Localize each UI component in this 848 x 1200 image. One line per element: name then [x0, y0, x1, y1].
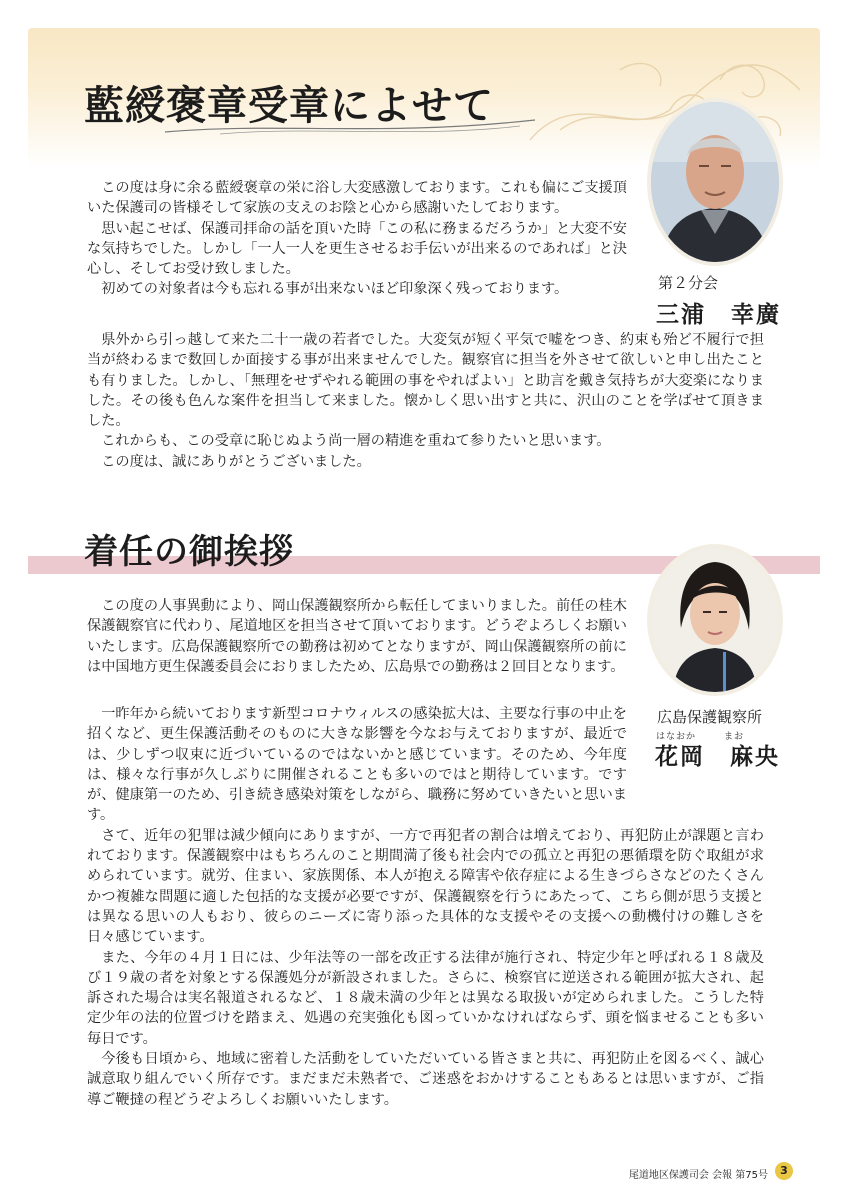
paragraph: 一昨年から続いております新型コロナウィルスの感染拡大は、主要な行事の中止を招くなど、更生保護活動そのものに大きな影響を今なお与えておりますが、最近では、少しずつ収束に近づいているのではないかと感じています。そのため、今年度は、様々な行事が久しぶりに開催されることも多いのではと期待しています。ですが、健康第一のため、引き続き感染対策をしながら、職務に努めていきたいと思います。: [87, 706, 627, 824]
section-title: 着任の御挨拶: [84, 532, 294, 572]
portrait-photo: [651, 548, 779, 692]
page-title: 藍綬褒章受章によせて: [84, 82, 494, 129]
paragraph: この度は、誠にありがとうございました。: [101, 453, 371, 470]
author-affiliation: 広島保護観察所: [657, 708, 763, 726]
portrait-photo: [651, 102, 779, 262]
article1-body-wide: [87, 330, 764, 472]
article2-body-wide: [87, 704, 764, 1110]
article1-body: [87, 178, 627, 300]
page-number-badge: 3: [775, 1162, 793, 1180]
paragraph: これからも、この受章に恥じぬよう尚一層の精進を重ねて参りたいと思います。: [101, 433, 611, 450]
article2-body: [87, 596, 627, 677]
paragraph: また、今年の４月１日には、少年法等の一部を改正する法律が施行され、特定少年と呼ばれる１８歳及び１９歳の者を対象とする保護処分が新設されました。さらに、検察官に逆送される範囲が拡大され、起訴された場合は実名報道されるなど、１８歳未満の少年とは異なる取扱いが定められました。こうした特定少年の法的位置づけを踏まえ、処遇の充実強化も図っていかなければならず、頭を悩ませることも多い毎日です。: [87, 949, 764, 1047]
author-affiliation: 第２分会: [658, 274, 719, 292]
footer-publication: 尾道地区保護司会 会報 第75号: [628, 1170, 768, 1181]
paragraph: 思い起こせば、保護司拝命の話を頂いた時「この私に務まるだろうか」と大変不安な気持ちでした。しかし「一人一人を更生させるお手伝いが出来るのであれば」と決心し、そしてお受け致しました。: [87, 220, 627, 278]
author-name: 三浦 幸廣: [656, 301, 781, 328]
paragraph: この度は身に余る藍綬褒章の栄に浴し大変感激しております。これも偏にご支援頂いた保護司の皆様そして家族の支えのお陰と心から感謝いたしております。: [87, 180, 627, 217]
paragraph: 初めての対象者は今も忘れる事が出来ないほど印象深く残っております。: [101, 281, 569, 298]
paragraph: 県外から引っ越して来た二十一歳の若者でした。大変気が短く平気で嘘をつき、約束も殆ど不履行で担当が終わるまで数回しか面接する事が出来ませんでした。観察官に担当を外させて欲しいと申し出たことも有りました。しかし、「無理をせずやれる範囲の事をやればよい」と助言を戴き気持ちが大変楽になりました。その後も色んな案件を担当して来ました。懐かしく思い出すと共に、沢山のことを学ばせて頂きました。: [87, 332, 764, 430]
paragraph: 今後も日頃から、地域に密着した活動をしていただいている皆さまと共に、再犯防止を図るべく、誠心誠意取り組んでいく所存です。まだまだ未熟者で、ご迷惑をおかけすることもあるとは思いますが、ご指導ご鞭撻の程どうぞよろしくお願いいたします。: [87, 1051, 764, 1108]
paragraph: この度の人事異動により、岡山保護観察所から転任してまいりました。前任の桂木保護観察官に代わり、尾道地区を担当させて頂いております。どうぞよろしくお願いいたします。広島保護観察所での勤務は初めてとなりますが、岡山保護観察所の前には中国地方更生保護委員会におりましたため、広島県での勤務は２回目となります。: [87, 598, 627, 675]
name-ruby-given: まお: [724, 732, 745, 742]
paragraph: さて、近年の犯罪は減少傾向にありますが、一方で再犯者の割合は増えており、再犯防止が課題と言われております。保護観察中はもちろんのこと期間満了後も社会内での孤立と再犯の悪循環を防ぐ取組が求められています。就労、住まい、家族関係、本人が抱える障害や依存症による生きづらさなどのたくさんかつ複雑な問題に適した包括的な支援が必要ですが、保護観察を行うにあたって、こちら側が思う支援とは異なる思いの人もおり、彼らのニーズに寄り添った具体的な支援やその支援への動機付けの難しさを日々感じています。: [87, 827, 764, 946]
name-ruby-family: はなおか: [656, 732, 697, 742]
author-name: 花岡 麻央: [655, 743, 780, 770]
